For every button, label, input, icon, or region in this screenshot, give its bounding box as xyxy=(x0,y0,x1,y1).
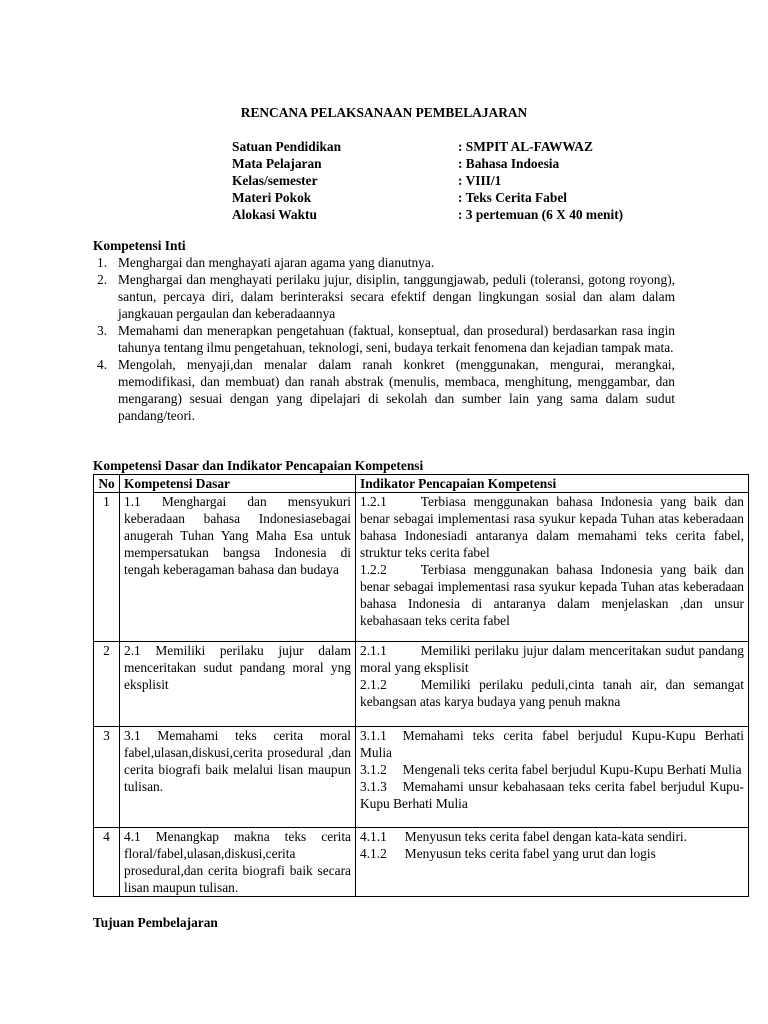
indicator-item xyxy=(360,761,744,778)
indicator-text: Memahami teks cerita fabel berjudul Kupu-Kupu Berhati Mulia xyxy=(360,728,744,760)
ki-item xyxy=(93,322,675,356)
indicator-cell xyxy=(356,493,749,642)
indicator-item xyxy=(360,727,744,761)
indicator-text: Terbiasa menggunakan bahasa Indonesia yang baik dan benar sebagai implementasi rasa syukur kepada Tuhan atas keberadaan bahasa Indonesiadi antaranya dalam memahami teks cerita fabel, struktur teks cerita fabel xyxy=(360,494,744,560)
kd-cell: 4.1 Menangkap makna teks cerita floral/fabel,ulasan,diskusi,cerita prosedural,dan cerita biografi baik secara lisan maupun tulisan. xyxy=(120,828,356,897)
indicator-code: 4.1.2 xyxy=(360,846,387,861)
meta-label: Materi Pokok xyxy=(232,190,312,205)
document-title: RENCANA PELAKSANAAN PEMBELAJARAN xyxy=(240,105,528,120)
indicator-text: Memiliki perilaku peduli,cinta tanah air, dan semangat kebangsan atas karya budaya yang penuh makna xyxy=(360,677,744,709)
ki-text: Mengolah, menyaji,dan menalar dalam ranah konkret (menggunakan, mengurai, merangkai, memodifikasi, dan membuat) dan ranah abstrak (menulis, membaca, menghitung, menggambar, dan mengarang) sesuai dengan yang dipelajari di sekolah dan sumber lain yang sama dalam sudut pandang/teori. xyxy=(118,357,675,423)
indicator-item xyxy=(360,676,744,710)
indicator-code: 4.1.1 xyxy=(360,829,387,844)
ki-number: 2. xyxy=(97,272,108,287)
table-row xyxy=(94,828,749,897)
indicator-code: 2.1.1 xyxy=(360,643,387,658)
meta-value: : Teks Cerita Fabel xyxy=(458,190,567,205)
kd-cell: 3.1 Memahami teks cerita moral fabel,ulasan,diskusi,cerita prosedural ,dan cerita biografi baik melalui lisan maupun tulisan. xyxy=(120,727,356,828)
indicator-code: 3.1.3 xyxy=(360,779,387,794)
indicator-text: Mengenali teks cerita fabel berjudul Kupu-Kupu Berhati Mulia xyxy=(402,762,742,777)
row-number: 3 xyxy=(94,727,120,828)
kd-heading: Kompetensi Dasar dan Indikator Pencapaian Kompetensi xyxy=(93,458,424,473)
table-header-row xyxy=(94,475,749,493)
ki-heading: Kompetensi Inti xyxy=(93,238,186,253)
ki-item xyxy=(93,254,675,271)
header-no: No xyxy=(94,475,120,493)
kd-cell: 1.1 Menghargai dan mensyukuri keberadaan bahasa Indonesiasebagai anugerah Tuhan Yang Maha Esa untuk mempersatukan bangsa Indonesia di tengah keberagaman bahasa dan budaya xyxy=(120,493,356,642)
identity-block xyxy=(232,138,623,223)
indicator-code: 1.2.1 xyxy=(360,494,387,509)
indicator-text: Menyusun teks cerita fabel dengan kata-kata sendiri. xyxy=(404,829,687,844)
meta-row-school xyxy=(232,138,623,155)
header-indicator: Indikator Pencapaian Kompetensi xyxy=(356,475,749,493)
meta-value: : SMPIT AL-FAWWAZ xyxy=(458,139,593,154)
meta-row-topic xyxy=(232,189,623,206)
row-number: 1 xyxy=(94,493,120,642)
tp-heading: Tujuan Pembelajaran xyxy=(93,915,218,930)
ki-number: 1. xyxy=(97,255,108,270)
ki-list xyxy=(93,254,675,424)
table-row xyxy=(94,727,749,828)
meta-row-time xyxy=(232,206,623,223)
kd-table xyxy=(93,474,749,897)
meta-value: : VIII/1 xyxy=(458,173,502,188)
indicator-item xyxy=(360,828,744,845)
meta-value: : 3 pertemuan (6 X 40 menit) xyxy=(458,207,624,222)
row-number: 2 xyxy=(94,642,120,727)
ki-text: Menghargai dan menghayati ajaran agama yang dianutnya. xyxy=(118,255,435,270)
ki-text: Memahami dan menerapkan pengetahuan (faktual, konseptual, dan prosedural) berdasarkan rasa ingin tahunya tentang ilmu pengetahuan, teknologi, seni, budaya terkait fenomena dan kejadian tampak mata. xyxy=(118,323,675,355)
meta-label: Satuan Pendidikan xyxy=(232,139,342,154)
indicator-item xyxy=(360,561,744,629)
indicator-text: Menyusun teks cerita fabel yang urut dan logis xyxy=(404,846,656,861)
indicator-item xyxy=(360,845,744,862)
ki-number: 3. xyxy=(97,323,108,338)
ki-item xyxy=(93,356,675,424)
indicator-code: 3.1.1 xyxy=(360,728,387,743)
meta-row-class xyxy=(232,172,623,189)
indicator-cell xyxy=(356,828,749,897)
header-kd: Kompetensi Dasar xyxy=(120,475,356,493)
indicator-cell xyxy=(356,642,749,727)
meta-row-subject xyxy=(232,155,623,172)
meta-label: Mata Pelajaran xyxy=(232,156,322,171)
indicator-text: Memiliki perilaku jujur dalam menceritakan sudut pandang moral yang eksplisit xyxy=(360,643,744,675)
indicator-text: Memahami unsur kebahasaan teks cerita fabel berjudul Kupu-Kupu Berhati Mulia xyxy=(360,779,744,811)
indicator-item xyxy=(360,642,744,676)
row-number: 4 xyxy=(94,828,120,897)
indicator-text: Terbiasa menggunakan bahasa Indonesia yang baik dan benar sebagai implementasi rasa syukur kepada Tuhan atas keberadaan bahasa Indonesia di antaranya dalam menjelaskan ,dan unsur kebahasaan teks cerita fabel xyxy=(360,562,744,628)
ki-number: 4. xyxy=(97,357,108,372)
ki-item xyxy=(93,271,675,322)
ki-text: Menghargai dan menghayati perilaku jujur, disiplin, tanggungjawab, peduli (toleransi, gotong royong), santun, percaya diri, dalam berinteraksi secara efektif dengan lingkungan sosial dan alam dalam jangkauan pergaulan dan keberadaannya xyxy=(118,272,675,321)
indicator-item xyxy=(360,778,744,812)
table-row xyxy=(94,642,749,727)
kd-cell: 2.1 Memiliki perilaku jujur dalam menceritakan sudut pandang moral yng eksplisit xyxy=(120,642,356,727)
indicator-item xyxy=(360,493,744,561)
meta-label: Alokasi Waktu xyxy=(232,207,317,222)
indicator-code: 3.1.2 xyxy=(360,762,387,777)
meta-value: : Bahasa Indoesia xyxy=(458,156,560,171)
indicator-code: 2.1.2 xyxy=(360,677,387,692)
indicator-cell xyxy=(356,727,749,828)
table-row xyxy=(94,493,749,642)
meta-label: Kelas/semester xyxy=(232,173,318,188)
indicator-code: 1.2.2 xyxy=(360,562,387,577)
